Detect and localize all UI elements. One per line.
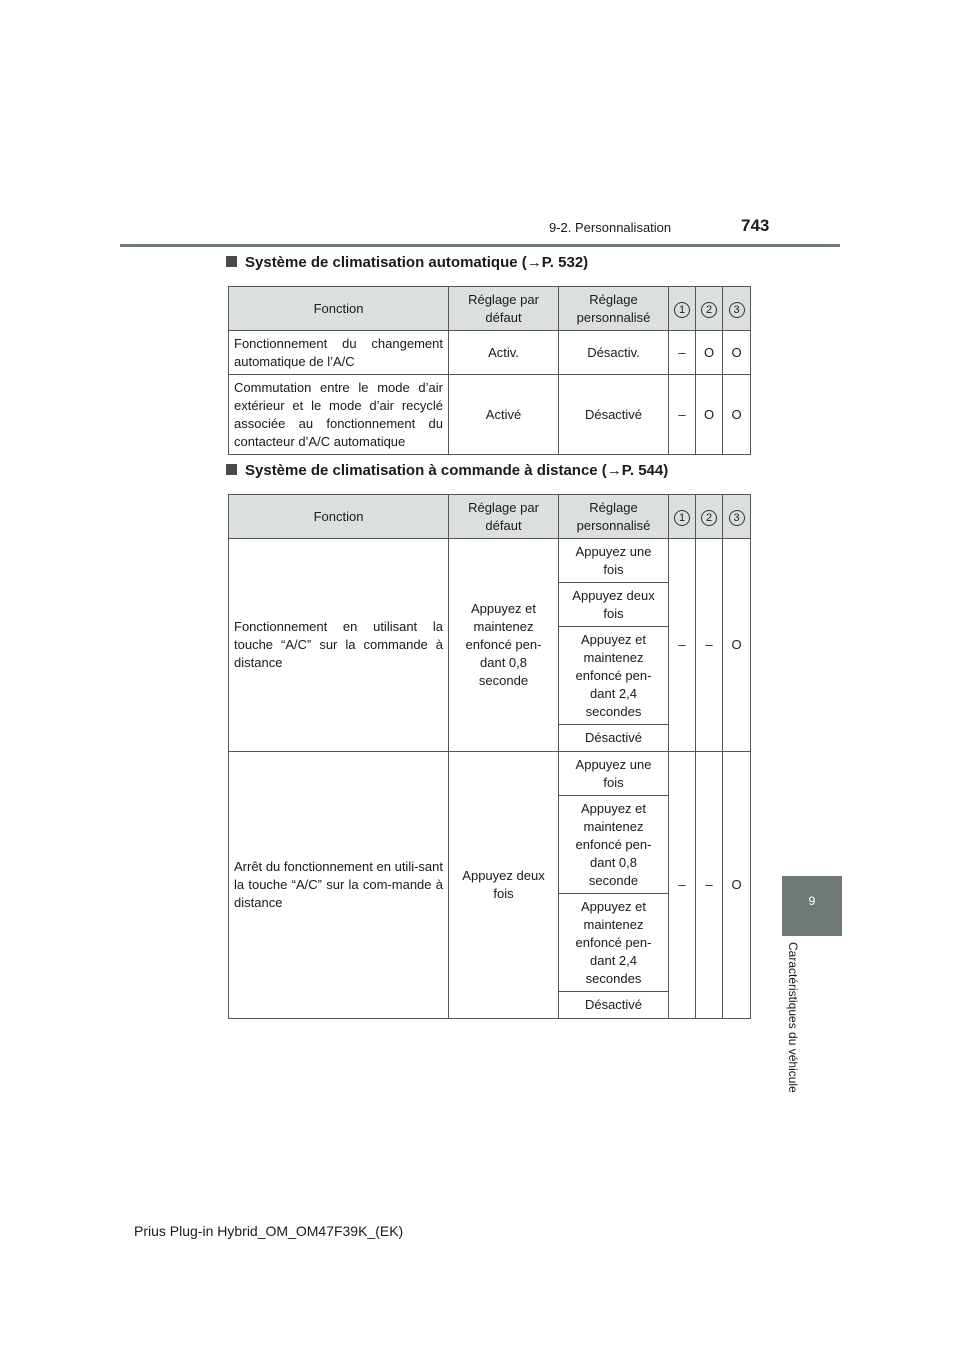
col-defaut: Réglage par défaut xyxy=(449,287,559,331)
square-bullet-icon xyxy=(226,464,237,475)
cell-method-2: O xyxy=(696,375,723,455)
cell-option: Appuyez une fois xyxy=(559,752,669,796)
cell-defaut: Activ. xyxy=(449,331,559,375)
circled-2-icon: 2 xyxy=(701,302,717,318)
table-row xyxy=(229,539,751,583)
circled-1-icon: 1 xyxy=(674,510,690,526)
col-method-2 xyxy=(696,495,723,539)
table-row xyxy=(229,752,751,796)
cell-method-3: O xyxy=(723,539,751,752)
table-header-row xyxy=(229,287,751,331)
cell-method-3: O xyxy=(723,331,751,375)
cell-method-1: – xyxy=(669,752,696,1019)
header-divider xyxy=(120,244,840,247)
col-perso: Réglage personnalisé xyxy=(559,287,669,331)
col-method-1 xyxy=(669,287,696,331)
cell-defaut: Activé xyxy=(449,375,559,455)
cell-perso: Désactivé xyxy=(559,375,669,455)
cell-option: Désactivé xyxy=(559,992,669,1019)
table-row xyxy=(229,331,751,375)
cell-defaut: Appuyez deux fois xyxy=(449,752,559,1019)
settings-table-remote-climate xyxy=(228,494,751,1019)
cell-option: Appuyez une fois xyxy=(559,539,669,583)
circled-3-icon: 3 xyxy=(729,510,745,526)
cell-option: Appuyez et maintenez enfoncé pen-dant 2,4 secondes xyxy=(559,894,669,992)
cell-method-2: – xyxy=(696,539,723,752)
page-number: 743 xyxy=(741,216,770,235)
circled-3-icon: 3 xyxy=(729,302,745,318)
cell-method-3: O xyxy=(723,375,751,455)
col-fonction: Fonction xyxy=(229,287,449,331)
cell-option: Appuyez et maintenez enfoncé pen-dant 0,8 seconde xyxy=(559,796,669,894)
chapter-label-text: Caractéristiques du véhicule xyxy=(786,942,800,1093)
col-perso: Réglage personnalisé xyxy=(559,495,669,539)
cell-method-1: – xyxy=(669,331,696,375)
chapter-tab: 9 xyxy=(782,876,842,936)
col-method-1 xyxy=(669,495,696,539)
cell-perso: Désactiv. xyxy=(559,331,669,375)
section-title-text: Système de climatisation automatique (→P. 532) xyxy=(245,254,589,271)
cell-option: Désactivé xyxy=(559,725,669,752)
col-method-3 xyxy=(723,287,751,331)
circled-1-icon: 1 xyxy=(674,302,690,318)
cell-method-2: O xyxy=(696,331,723,375)
col-fonction: Fonction xyxy=(229,495,449,539)
cell-method-1: – xyxy=(669,375,696,455)
cell-defaut: Appuyez et maintenez enfoncé pen-dant 0,8 seconde xyxy=(449,539,559,752)
section-title-auto-climate xyxy=(226,254,588,271)
col-defaut: Réglage par défaut xyxy=(449,495,559,539)
chapter-label xyxy=(776,942,810,1112)
cell-method-1: – xyxy=(669,539,696,752)
col-method-2 xyxy=(696,287,723,331)
section-heading: 9-2. Personnalisation xyxy=(549,220,672,235)
cell-method-2: – xyxy=(696,752,723,1019)
cell-fonction: Fonctionnement du changement automatique de l’A/C xyxy=(229,331,449,375)
cell-fonction: Fonctionnement en utilisant la touche “A/C” sur la commande à distance xyxy=(229,539,449,752)
table-header-row xyxy=(229,495,751,539)
square-bullet-icon xyxy=(226,256,237,267)
cell-fonction: Commutation entre le mode d’air extérieur et le mode d’air recyclé associée au fonctionnement du contacteur d’A/C automatique xyxy=(229,375,449,455)
circled-2-icon: 2 xyxy=(701,510,717,526)
cell-option: Appuyez deux fois xyxy=(559,583,669,627)
col-method-3 xyxy=(723,495,751,539)
cell-fonction: Arrêt du fonctionnement en utili-sant la touche “A/C” sur la com-mande à distance xyxy=(229,752,449,1019)
section-title-remote-climate xyxy=(226,462,668,479)
cell-method-3: O xyxy=(723,752,751,1019)
cell-option: Appuyez et maintenez enfoncé pen-dant 2,4 secondes xyxy=(559,627,669,725)
settings-table-auto-climate xyxy=(228,286,751,455)
footer-doc-id: Prius Plug-in Hybrid_OM_OM47F39K_(EK) xyxy=(134,1223,404,1239)
section-title-text: Système de climatisation à commande à distance (→P. 544) xyxy=(245,462,669,479)
table-row xyxy=(229,375,751,455)
